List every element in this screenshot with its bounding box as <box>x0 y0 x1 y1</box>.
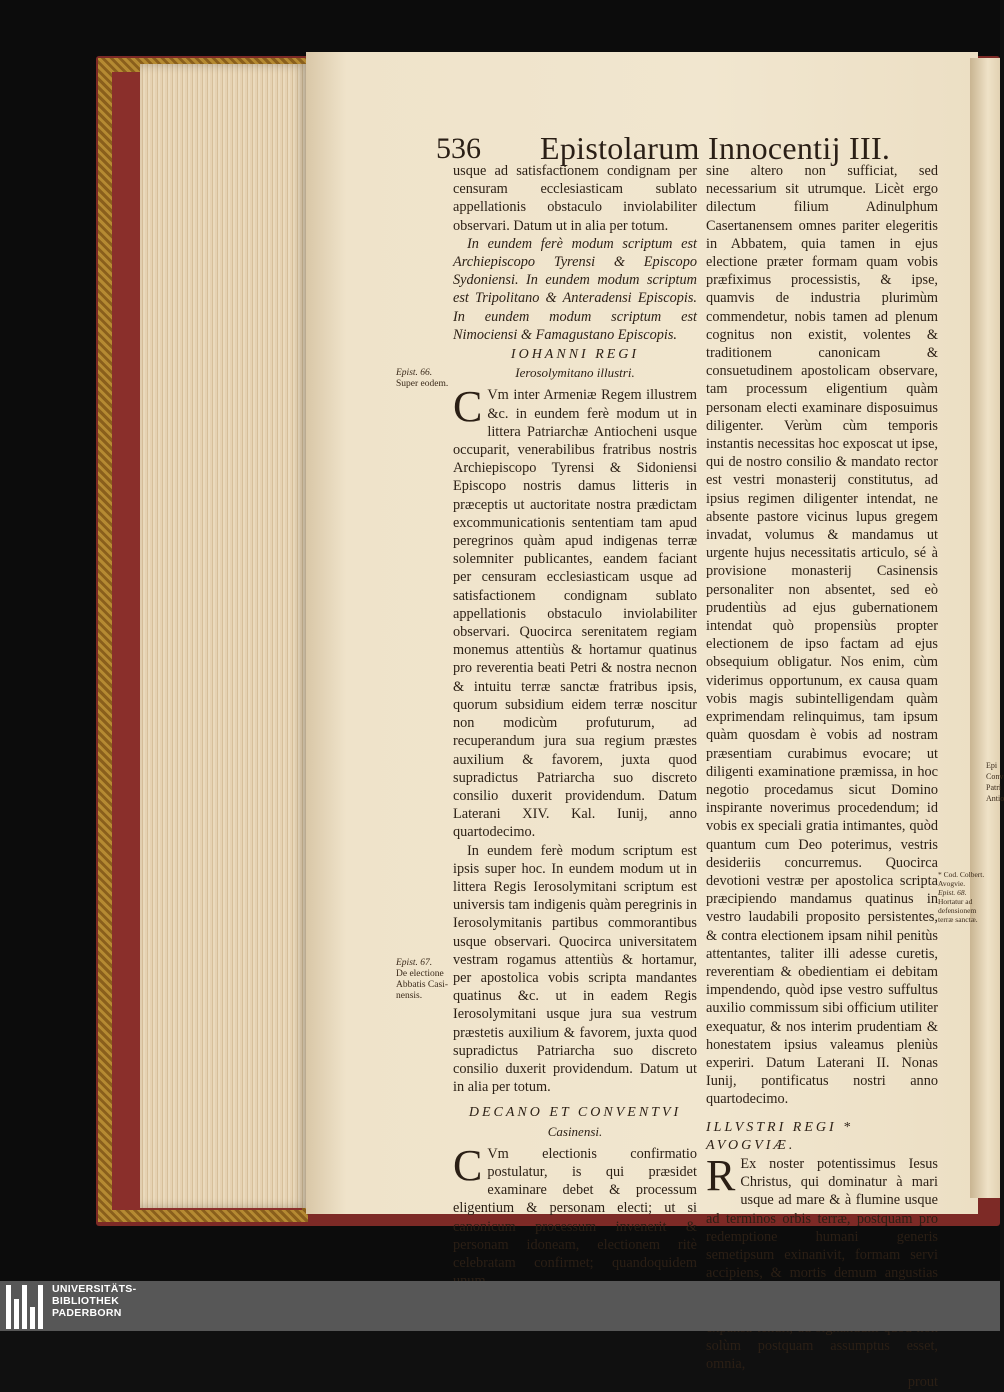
paragraph: sine altero non sufficiat, sed necessarium sit utrumque. Licèt ergo dilectum filium Adinulphum Casertanensem omnes pariter elegeritis in Abbatem, quia tamen in ejus electione præter formam quam vobis præfiximus processistis, & ipse, quamvis de industria plurimùm commendetur, nobis tamen ad plenum cognitus non existit, volentes & traditionem canonicam & consuetudinem apostolicam observare, tam processum eligentium quàm personam electi examinare disposuimus diligenter. Verùm cùm temporis instantis necessitas hoc exposcat ut ipse, qui de nostro consilio & mandato rector est vestri monasterij constitutus, ad ipsius regimen diligenter intendat, ne absente pastore vicinus lupus gregem invadat, volumus & mandamus ut urgente hujus necessitatis articulo, sé à provisione monasterij Casinensis personaliter non absentet, sed eò prudentiùs ad ejus gubernationem intendat quò propensiùs propter electionem de ipso factam ad ejus obsequium obligatur. Nos enim, cùm viderimus opportunum, ex causa quam vobis magis subintelligendam quàm exprimendam relinquimus, tam ipsum quàm quosdam è vobis ad nostram præsentiam curabimus evocare; ut diligenti examinatione præmissa, in hoc negotio procedamus sicut Domino inspirante noverimus procedendum; id vobis ex speciali gratia intimantes, quòd quantum cum Deo poterimus, vestris desideriis concurremus. Quocirca devotioni vestræ per apostolica scripta præcipiendo mandamus quatinus in vestro laudabili proposito persistentes, & contra electionem ipsam nihil penitùs attentantes, taliter illi adesse curetis, reverentiam & obedientiam ei debitam impendendo, quòd ipse vestro suffultus auxilio commissum sibi officium utiliter exequatur, & nos interim prudentiam & honestatem ipsius valeamus pleniùs experiri. Datum Laterani II. Nonas Iunij, pontificatus nostri anno quartodecimo. <box>706 163 938 1108</box>
facing-page-margin-note: Epi Conv Patri Antio <box>986 761 1004 803</box>
margin-note-epist-68: * Cod. Colbert. Avogvie. Epist. 68. Hortatur ad defensionem terræ sanctæ. <box>938 870 985 924</box>
facing-page-edge <box>970 58 1000 1198</box>
library-logo-icon <box>6 1285 48 1329</box>
letter-body: C Vm inter Armeniæ Regem illustrem &c. in eundem ferè modum ut in littera Patriarchæ Antiocheni usque occuparit, venerabilibus fratribus nostris Archiepiscopo Tyrensi & Sidoniensi Episcopo nostris damus litteris in præceptis ut auctoritate nostra prædictam excommunicationis sententiam tam apud peregrinos quàm apud indigenas terræ solemniter publicantes, eandem faciant per censuram ecclesiasticam usque ad satisfactionem condignam sublato appellationis obstaculo inviolabiliter observari. Quocirca serenitatem regiam monemus attentiùs & hortamur quatinus pro reverentia beati Petri & nostra necnon & intuitu terræ sanctæ fratribus ipsis, quorum subsidium eidem terræ noscitur non modicùm profuturum, ad recuperandum jura sua regium præstes auxilium & favorem, juxta quod supradictus Patriarcha suo discreto consilio duxerit providendum. Datum Laterani XIV. Kal. Iunij, anno quartodecimo. <box>453 382 697 841</box>
paragraph: usque ad satisfactionem condignam per censuram ecclesiasticam sublato appellationis obstaculo inviolabiliter observari. Datum ut in alia per totum. <box>453 163 697 234</box>
page-block-edge <box>140 64 308 1208</box>
letter-subheading: Ierosolymitano illustri. <box>515 365 635 381</box>
right-text-column <box>706 162 938 1392</box>
library-logo-text: UNIVERSITÄTS- BIBLIOTHEK PADERBORN <box>52 1283 137 1319</box>
letter-heading: IOHANNI REGI <box>510 347 640 363</box>
drop-capital: R <box>706 1150 736 1200</box>
paragraph: In eundem ferè modum scriptum est ipsis super hoc. In eundem modum ut in littera Regis Ierosolymitani scriptum est universis tam indigenis quàm peregrinis in Ierosolymitanis partibus commorantibus usque observari. Quocirca universitatem vestram rogamus attentiùs & hortamur, per apostolica vobis scripta mandantes quatinus &c. ut in eadem Regis Ierosolymitani usque jura sua vestrum præstetis auxilium & favorem, juxta quod supradictus Patriarcha suo discreto consilio duxerit providendum. Datum ut in alia per totum. <box>453 842 697 1096</box>
page-number: 536 <box>436 132 481 165</box>
letter-body: R Ex noster potentissimus Iesus Christus, qui dominatur à mari usque ad mare & à flumine usque ad terminos orbis terræ, postquam pro redemptione humani generis semetipsum exinanivit, formam servi accipiens, & mortis demum angustias solùm postquam assumptus esset, omnia, <box>706 1150 938 1373</box>
drop-capital: C <box>453 382 483 432</box>
left-text-column <box>453 162 697 1290</box>
letter-heading: DECANO ET CONVENTVI <box>468 1105 682 1121</box>
margin-note-epist-67: Epist. 67. De electione Abbatis Casi- nensis. <box>396 958 448 1001</box>
running-title: Epistolarum Innocentij III. <box>540 130 891 166</box>
drop-capital: C <box>453 1140 483 1190</box>
catchword: prout <box>907 1374 938 1391</box>
letter-body: C Vm electionis confirmatio postulatur, is qui præsidet examinare debet & processum eligentium & personam electi; ut si canonicum processum invenerit & personam idoneam, electionem ritè celebratam confirmet; quandoquidem <box>453 1140 697 1271</box>
margin-note-epist-66: Epist. 66. Super eodem. <box>396 368 449 389</box>
paragraph: In eundem ferè modum scriptum est Archiepiscopo Tyrensi & Episcopo Sydoniensi. In eundem modum scriptum est Tripolitano & Anteradensi Episcopis. In eundem modum scriptum est Nimociensi & Famagustano Episcopis. <box>453 235 697 343</box>
library-footer <box>0 1281 1000 1331</box>
letter-heading: ILLVSTRI REGI * AVOGVIÆ. <box>706 1119 854 1153</box>
letter-subheading: Casinensi. <box>547 1123 603 1139</box>
